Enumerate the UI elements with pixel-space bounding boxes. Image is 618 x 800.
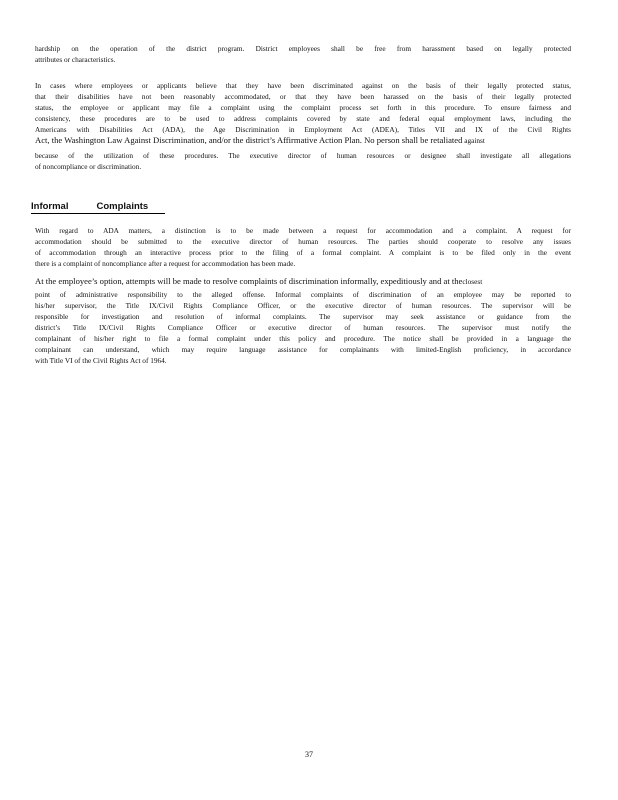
paragraph-2-emphasis-line — [35, 135, 571, 145]
paragraph-3-line-2: accommodation should be submitted to the executive director of human resources. The parties should cooperate to resolve any issues — [35, 237, 571, 246]
paragraph-2-line-5: Americans with Disabilities Act (ADA), the Age Discrimination in Employment Act (ADEA), Titles VII and IX of the Civil Rights — [35, 125, 571, 134]
paragraph-2-line-1: In cases where employees or applicants believe that they have been discriminated against on the basis of their legally protected status, — [35, 81, 571, 90]
paragraph-3-line-3: of accommodation through an interactive process prior to the filing of a formal complaint. A complaint is to be filed only in the event — [35, 248, 571, 257]
emphasis-small-text: against — [464, 136, 485, 145]
emphasis-large-text: Act, the Washington Law Against Discrimination, and/or the district’s Affirmative Action Plan. No person shall be retaliated — [35, 135, 463, 145]
paragraph-4-emphasis-line — [35, 276, 571, 286]
paragraph-2-line-3: status, the employee or applicant may file a complaint using the complaint process set forth in this procedure. To ensure fairness and — [35, 103, 571, 112]
paragraph-3-line-4: there is a complaint of noncompliance after a request for accommodation has been made. — [35, 259, 296, 268]
paragraph-2-line-7: because of the utilization of these procedures. The executive director of human resources or designee shall investigate all allegations — [35, 151, 571, 160]
emphasis-large-text: At the employee’s option, attempts will be made to resolve complaints of discrimination informally, expeditiously and at the — [35, 276, 463, 286]
heading-word-complaints: Complaints — [96, 201, 149, 212]
paragraph-4-line-8: with Title VI of the Civil Rights Act of 1964. — [35, 356, 167, 365]
paragraph-2-line-4: consistency, these procedures are to be used to address complaints covered by state and federal equal employment laws, including the — [35, 114, 571, 123]
emphasis-small-text: closest — [462, 277, 483, 286]
paragraph-2-line-2: that their disabilities have not been reasonably accommodated, or that they have been harassed on the basis of their legally protected — [35, 92, 571, 101]
paragraph-1-line-2: attributes or characteristics. — [35, 55, 116, 64]
paragraph-2-line-8: of noncompliance or discrimination. — [35, 162, 142, 171]
paragraph-4-line-7: complainant can understand, which may require language assistance for complainants with limited-English proficiency, in accordance — [35, 345, 571, 354]
paragraph-4-line-2: point of administrative responsibility to the alleged offense. Informal complaints of discrimination of an employee may be reported to — [35, 290, 571, 299]
paragraph-4-line-3: his/her supervisor, the Title IX/Civil Rights Compliance Officer, or the executive director of human resources. The supervisor will be — [35, 301, 571, 310]
paragraph-3-line-1: With regard to ADA matters, a distinction is to be made between a request for accommodation and a complaint. A request for — [35, 226, 571, 235]
paragraph-4-line-4: responsible for investigation and resolution of informal complaints. The supervisor may seek assistance or guidance from the — [35, 312, 571, 321]
page-number: 37 — [305, 750, 313, 759]
paragraph-4-line-5: district’s Title IX/Civil Rights Compliance Officer or executive director of human resources. The supervisor must notify the — [35, 323, 571, 332]
paragraph-4-line-6: complainant of his/her right to file a formal complaint under this policy and procedure. The notice shall be provided in a language the — [35, 334, 571, 343]
section-heading-informal-complaints — [31, 200, 165, 214]
heading-word-informal: Informal — [31, 201, 69, 212]
paragraph-1-line-1: hardship on the operation of the district program. District employees shall be free from harassment based on legally protected — [35, 44, 571, 53]
